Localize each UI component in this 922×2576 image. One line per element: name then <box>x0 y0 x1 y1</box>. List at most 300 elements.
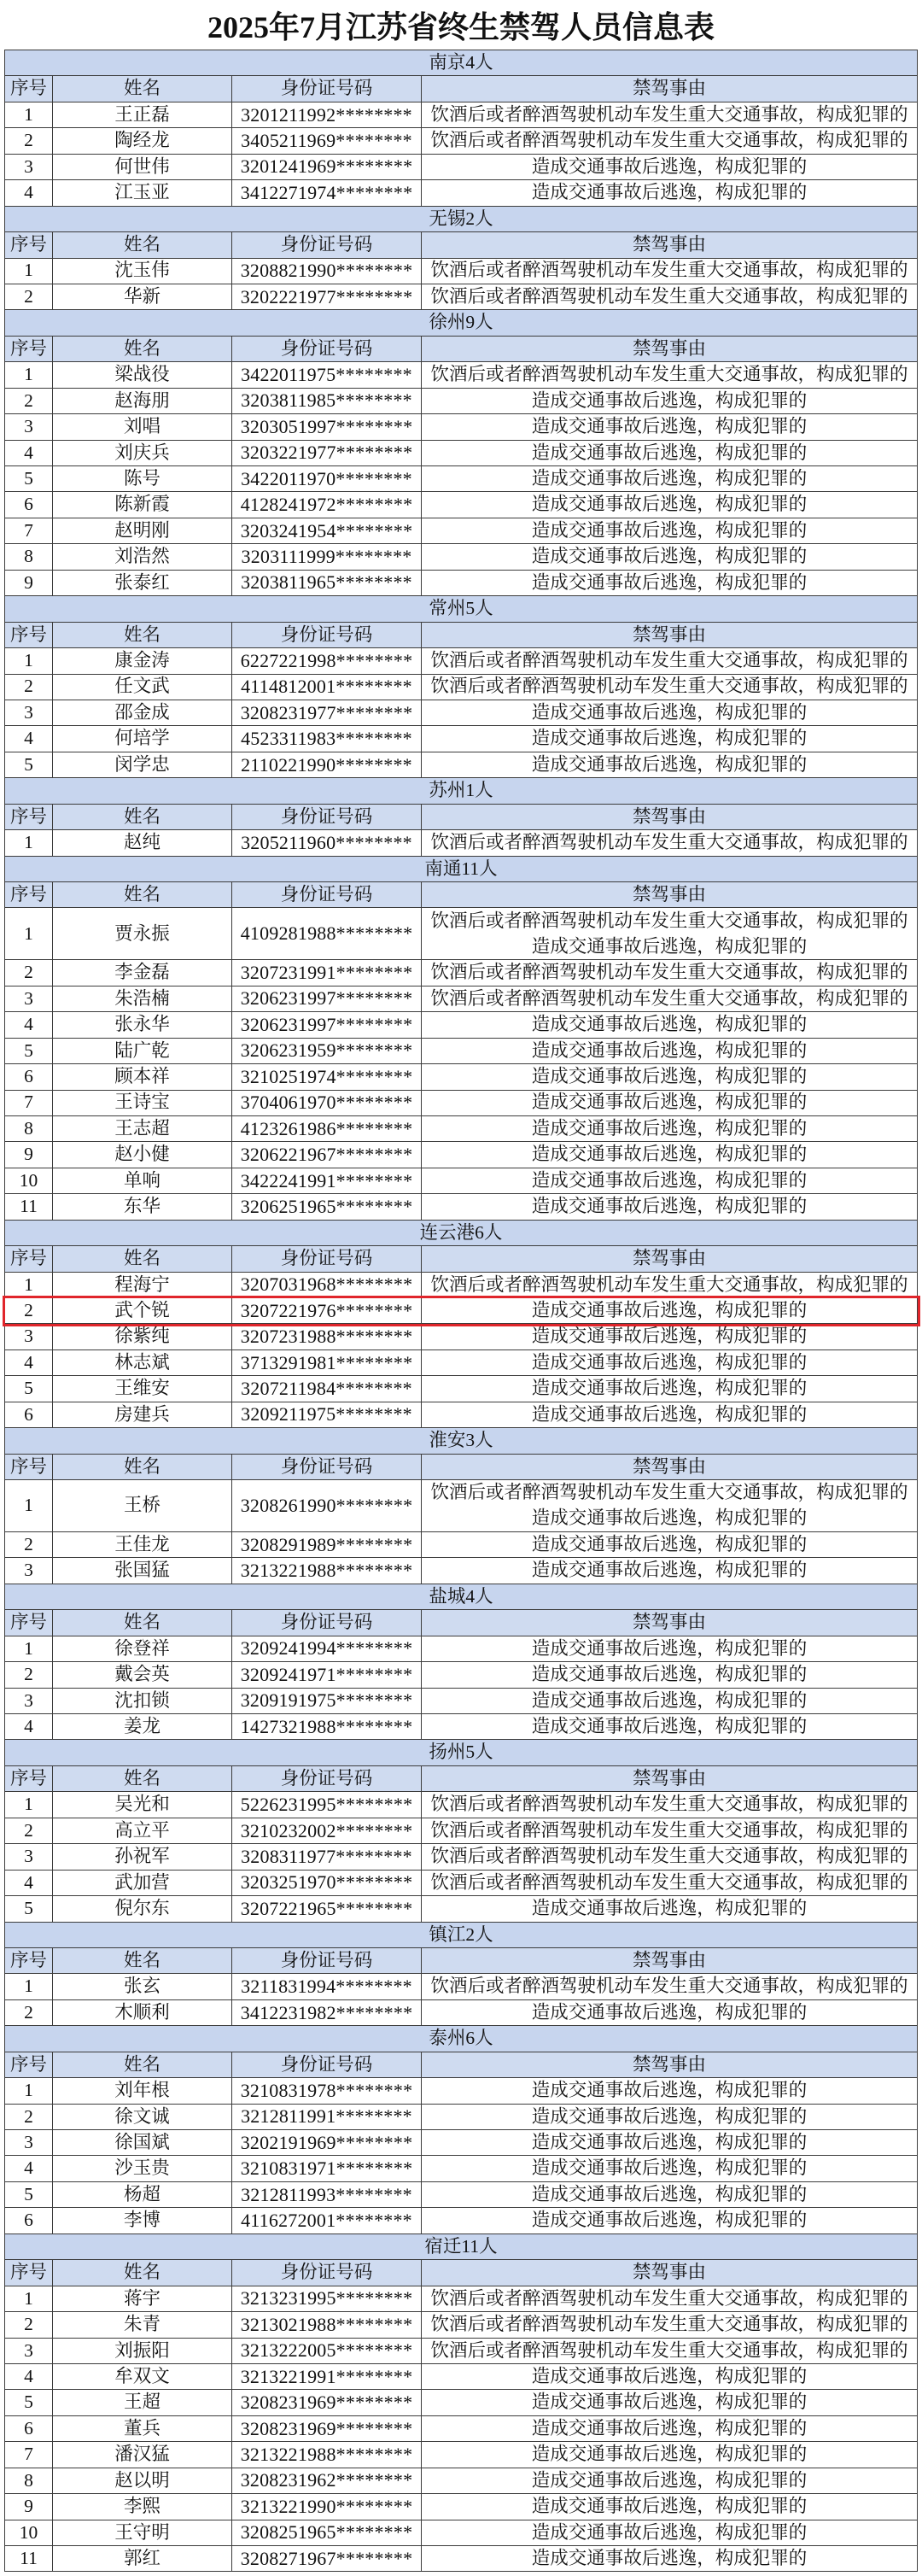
row-number-cell: 2 <box>5 128 53 153</box>
reason-cell <box>422 1818 918 1843</box>
section-header <box>5 2234 918 2260</box>
reason-text: 造成交通事故后逃逸，构成犯罪的 <box>531 1560 808 1581</box>
id-number-cell: 3210831978******** <box>232 2078 422 2103</box>
reason-text: 饮酒后或者醉酒驾驶机动车发生重大交通事故，构成犯罪的 <box>430 832 908 853</box>
row-number-cell: 2 <box>5 675 53 700</box>
reason-text: 造成交通事故后逃逸，构成犯罪的 <box>531 1664 808 1685</box>
row-number-cell: 8 <box>5 2468 53 2493</box>
reason-cell <box>422 830 918 855</box>
name-cell: 赵明刚 <box>53 518 232 543</box>
row-number-cell: 2 <box>5 284 53 309</box>
row-number-cell: 2 <box>5 960 53 985</box>
reason-text: 造成交通事故后逃逸，构成犯罪的 <box>531 467 808 489</box>
row-number-cell: 1 <box>5 1273 53 1297</box>
reason-cell <box>422 2286 918 2311</box>
id-number-cell: 3208251965******** <box>232 2520 422 2545</box>
table-row <box>5 2546 918 2572</box>
name-cell: 朱浩楠 <box>53 986 232 1011</box>
reason-text: 造成交通事故后逃逸，构成犯罪的 <box>531 2444 808 2465</box>
name-cell: 张永华 <box>53 1012 232 1037</box>
table-row <box>5 1194 918 1220</box>
reason-text: 造成交通事故后逃逸，构成犯罪的 <box>531 389 808 411</box>
row-number-cell: 3 <box>5 2339 53 2363</box>
name-cell: 吴光和 <box>53 1792 232 1817</box>
name-cell: 牟双文 <box>53 2364 232 2389</box>
column-header-row <box>5 623 918 648</box>
name-cell: 王佳龙 <box>53 1532 232 1557</box>
reason-text: 造成交通事故后逃逸，构成犯罪的 <box>531 2105 808 2127</box>
name-cell: 蒋宇 <box>53 2286 232 2311</box>
row-number-cell: 1 <box>5 362 53 387</box>
name-cell: 武个锐 <box>53 1298 232 1323</box>
id-number-cell: 3213021988******** <box>232 2312 422 2337</box>
row-number-cell: 1 <box>5 648 53 673</box>
table-row <box>5 2078 918 2104</box>
reason-text: 造成交通事故后逃逸，构成犯罪的 <box>531 1299 808 1320</box>
id-number-cell: 3209241971******** <box>232 1662 422 1687</box>
reason-cell <box>422 492 918 517</box>
name-cell: 张玄 <box>53 1974 232 1999</box>
column-header-reason: 禁驾事由 <box>422 76 918 101</box>
id-number-cell: 3208271967******** <box>232 2546 422 2571</box>
name-cell: 徐登祥 <box>53 1636 232 1661</box>
row-number-cell: 1 <box>5 2286 53 2311</box>
id-number-cell: 4109281988******** <box>232 908 422 959</box>
reason-cell <box>422 259 918 284</box>
table-row <box>5 1636 918 1662</box>
id-number-cell: 4116272001******** <box>232 2208 422 2233</box>
reason-text: 造成交通事故后逃逸，构成犯罪的 <box>531 1637 808 1659</box>
reason-text: 造成交通事故后逃逸，构成犯罪的 <box>531 571 808 593</box>
table-row <box>5 1091 918 1116</box>
name-cell: 东华 <box>53 1194 232 1219</box>
id-number-cell: 3207031968******** <box>232 1273 422 1297</box>
column-header-name: 姓名 <box>53 232 232 257</box>
name-cell: 张泰红 <box>53 571 232 595</box>
table-row <box>5 986 918 1012</box>
table-row <box>5 180 918 206</box>
table-row <box>5 700 918 726</box>
id-number-cell: 4128241972******** <box>232 492 422 517</box>
reason-cell <box>422 2364 918 2389</box>
column-header-no: 序号 <box>5 76 53 101</box>
row-number-cell: 1 <box>5 1792 53 1817</box>
reason-cell <box>422 1974 918 1999</box>
column-header-reason: 禁驾事由 <box>422 1246 918 1271</box>
name-cell: 徐文诚 <box>53 2105 232 2129</box>
reason-text: 造成交通事故后逃逸，构成犯罪的 <box>531 1508 808 1529</box>
table-row <box>5 1350 918 1376</box>
table-row <box>5 2494 918 2520</box>
column-header-reason: 禁驾事由 <box>422 1610 918 1635</box>
reason-cell <box>422 1273 918 1297</box>
column-header-id: 身份证号码 <box>232 2260 422 2285</box>
reason-text: 造成交通事故后逃逸，构成犯罪的 <box>531 701 808 723</box>
reason-cell <box>422 908 918 959</box>
column-header-no: 序号 <box>5 1246 53 1271</box>
reason-cell <box>422 1350 918 1375</box>
table-row <box>5 2312 918 2338</box>
row-number-cell: 7 <box>5 1091 53 1115</box>
reason-text: 饮酒后或者醉酒驾驶机动车发生重大交通事故，构成犯罪的 <box>430 103 908 125</box>
table-row <box>5 1324 918 1349</box>
id-number-cell: 3704061970******** <box>232 1091 422 1115</box>
id-number-cell: 3206221967******** <box>232 1142 422 1167</box>
id-number-cell: 3412271974******** <box>232 180 422 205</box>
column-header-no: 序号 <box>5 1610 53 1635</box>
table-row <box>5 155 918 180</box>
reason-text: 造成交通事故后逃逸，构成犯罪的 <box>531 2157 808 2179</box>
name-cell: 戴会英 <box>53 1662 232 1687</box>
reason-text: 造成交通事故后逃逸，构成犯罪的 <box>531 2521 808 2543</box>
section-header <box>5 50 918 76</box>
reason-text: 造成交通事故后逃逸，构成犯罪的 <box>531 2469 808 2491</box>
row-number-cell: 1 <box>5 1636 53 1661</box>
row-number-cell: 11 <box>5 1194 53 1219</box>
column-header-reason: 禁驾事由 <box>422 1766 918 1791</box>
name-cell: 徐国斌 <box>53 2130 232 2155</box>
reason-text: 饮酒后或者醉酒驾驶机动车发生重大交通事故，构成犯罪的 <box>430 1846 908 1867</box>
name-cell: 王维安 <box>53 1376 232 1401</box>
table-row <box>5 752 918 778</box>
column-header-no: 序号 <box>5 805 53 829</box>
section-title: 扬州5人 <box>5 1740 918 1765</box>
row-number-cell: 10 <box>5 2520 53 2545</box>
row-number-cell: 3 <box>5 2130 53 2155</box>
reason-cell <box>422 1116 918 1141</box>
table-row <box>5 1273 918 1298</box>
column-header-id: 身份证号码 <box>232 337 422 361</box>
reason-cell <box>422 986 918 1011</box>
row-number-cell: 3 <box>5 155 53 179</box>
row-number-cell: 5 <box>5 1896 53 1921</box>
reason-cell <box>422 362 918 387</box>
reason-cell <box>422 1689 918 1713</box>
name-cell: 孙祝军 <box>53 1844 232 1869</box>
table-row <box>5 414 918 440</box>
column-header-reason: 禁驾事由 <box>422 623 918 647</box>
row-number-cell: 3 <box>5 1558 53 1583</box>
reason-text: 造成交通事故后逃逸，构成犯罪的 <box>531 935 808 957</box>
column-header-reason: 禁驾事由 <box>422 232 918 257</box>
row-number-cell: 10 <box>5 1168 53 1193</box>
id-number-cell: 3207231988******** <box>232 1324 422 1349</box>
id-number-cell: 3201211992******** <box>232 102 422 127</box>
id-number-cell: 4114812001******** <box>232 675 422 700</box>
table-row <box>5 1974 918 1999</box>
column-header-row <box>5 1455 918 1480</box>
name-cell: 木顺利 <box>53 2000 232 2025</box>
reason-cell <box>422 128 918 153</box>
id-number-cell: 3203111999******** <box>232 544 422 569</box>
column-header-row <box>5 2052 918 2078</box>
reason-cell <box>422 1896 918 1921</box>
reason-text: 造成交通事故后逃逸，构成犯罪的 <box>531 1716 808 1736</box>
id-number-cell: 2110221990******** <box>232 752 422 777</box>
id-number-cell: 3213221991******** <box>232 2364 422 2389</box>
reason-text: 造成交通事故后逃逸，构成犯罪的 <box>531 2080 808 2101</box>
reason-cell <box>422 544 918 569</box>
id-number-cell: 3206231997******** <box>232 986 422 1011</box>
table-row <box>5 441 918 466</box>
reason-cell <box>422 389 918 413</box>
reason-cell <box>422 2000 918 2025</box>
reason-text: 饮酒后或者醉酒驾驶机动车发生重大交通事故，构成犯罪的 <box>430 1482 908 1503</box>
reason-text: 造成交通事故后逃逸，构成犯罪的 <box>531 1039 808 1061</box>
reason-text: 造成交通事故后逃逸，构成犯罪的 <box>531 182 808 203</box>
name-cell: 单响 <box>53 1168 232 1193</box>
column-header-row <box>5 2260 918 2286</box>
reason-cell <box>422 1480 918 1531</box>
name-cell: 高立平 <box>53 1818 232 1843</box>
name-cell: 林志斌 <box>53 1350 232 1375</box>
table-row <box>5 1116 918 1142</box>
table-row <box>5 908 918 960</box>
reason-cell <box>422 2390 918 2415</box>
id-number-cell: 3208231969******** <box>232 2416 422 2441</box>
reason-text: 造成交通事故后逃逸，构成犯罪的 <box>531 728 808 749</box>
column-header-no: 序号 <box>5 1766 53 1791</box>
reason-cell <box>422 1662 918 1687</box>
table-row <box>5 1142 918 1168</box>
column-header-reason: 禁驾事由 <box>422 805 918 829</box>
id-number-cell: 3203811965******** <box>232 571 422 595</box>
section-header <box>5 1428 918 1454</box>
table-row <box>5 1532 918 1558</box>
column-header-name: 姓名 <box>53 805 232 829</box>
reason-cell <box>422 700 918 725</box>
table-row <box>5 571 918 596</box>
name-cell: 刘唱 <box>53 414 232 439</box>
reason-cell <box>422 1012 918 1037</box>
reason-cell <box>422 2520 918 2545</box>
reason-text: 造成交通事故后逃逸，构成犯罪的 <box>531 2132 808 2152</box>
row-number-cell: 1 <box>5 259 53 284</box>
column-header-name: 姓名 <box>53 1948 232 1973</box>
reason-cell <box>422 2078 918 2103</box>
reason-cell <box>422 1039 918 1063</box>
column-header-name: 姓名 <box>53 1766 232 1791</box>
id-number-cell: 3422241991******** <box>232 1168 422 1193</box>
row-number-cell: 3 <box>5 1844 53 1869</box>
name-cell: 朱青 <box>53 2312 232 2337</box>
reason-text: 造成交通事故后逃逸，构成犯罪的 <box>531 1326 808 1347</box>
info-table <box>4 50 918 2572</box>
row-number-cell: 9 <box>5 571 53 595</box>
name-cell: 刘浩然 <box>53 544 232 569</box>
name-cell: 程海宁 <box>53 1273 232 1297</box>
id-number-cell: 3209211975******** <box>232 1402 422 1427</box>
reason-text: 造成交通事故后逃逸，构成犯罪的 <box>531 2365 808 2386</box>
name-cell: 房建兵 <box>53 1402 232 1427</box>
table-row <box>5 2364 918 2390</box>
name-cell: 陶经龙 <box>53 128 232 153</box>
table-row <box>5 466 918 492</box>
column-header-no: 序号 <box>5 232 53 257</box>
row-number-cell: 4 <box>5 1350 53 1375</box>
row-number-cell: 4 <box>5 1871 53 1895</box>
row-number-cell: 8 <box>5 544 53 569</box>
table-row <box>5 2130 918 2156</box>
section-title: 徐州9人 <box>5 310 918 335</box>
column-header-name: 姓名 <box>53 1246 232 1271</box>
reason-text: 造成交通事故后逃逸，构成犯罪的 <box>531 2392 808 2413</box>
name-cell: 王正磊 <box>53 102 232 127</box>
row-number-cell: 8 <box>5 1116 53 1141</box>
id-number-cell: 3713291981******** <box>232 1350 422 1375</box>
section-title: 苏州1人 <box>5 778 918 803</box>
table-row <box>5 2156 918 2181</box>
id-number-cell: 3207221965******** <box>232 1896 422 1921</box>
row-number-cell: 4 <box>5 441 53 465</box>
reason-cell <box>422 1792 918 1817</box>
row-number-cell: 1 <box>5 2078 53 2103</box>
reason-text: 饮酒后或者醉酒驾驶机动车发生重大交通事故，构成犯罪的 <box>430 130 908 151</box>
id-number-cell: 3213221988******** <box>232 2442 422 2467</box>
row-number-cell: 4 <box>5 726 53 751</box>
reason-cell <box>422 284 918 309</box>
reason-cell <box>422 155 918 179</box>
table-row <box>5 2000 918 2026</box>
reason-text: 造成交通事故后逃逸，构成犯罪的 <box>531 1014 808 1035</box>
row-number-cell: 6 <box>5 2416 53 2441</box>
id-number-cell: 3208261990******** <box>232 1480 422 1531</box>
column-header-name: 姓名 <box>53 623 232 647</box>
row-number-cell: 5 <box>5 2182 53 2207</box>
reason-text: 饮酒后或者醉酒驾驶机动车发生重大交通事故，构成犯罪的 <box>430 650 908 671</box>
row-number-cell: 3 <box>5 1689 53 1713</box>
reason-text: 造成交通事故后逃逸，构成犯罪的 <box>531 416 808 437</box>
id-number-cell: 3208291989******** <box>232 1532 422 1557</box>
reason-cell <box>422 180 918 205</box>
id-number-cell: 3207221976******** <box>232 1298 422 1323</box>
reason-cell <box>422 2182 918 2207</box>
name-cell: 赵海朋 <box>53 389 232 413</box>
reason-text: 饮酒后或者醉酒驾驶机动车发生重大交通事故，构成犯罪的 <box>430 1794 908 1815</box>
table-row <box>5 1012 918 1038</box>
table-row <box>5 518 918 544</box>
id-number-cell: 4123261986******** <box>232 1116 422 1141</box>
reason-text: 造成交通事故后逃逸，构成犯罪的 <box>531 155 808 177</box>
name-cell: 徐紫纯 <box>53 1324 232 1349</box>
row-number-cell: 2 <box>5 1532 53 1557</box>
table-row-highlighted <box>5 1298 918 1324</box>
reason-cell <box>422 571 918 595</box>
column-header-id: 身份证号码 <box>232 2052 422 2077</box>
reason-text: 造成交通事故后逃逸，构成犯罪的 <box>531 1196 808 1217</box>
reason-cell <box>422 1298 918 1323</box>
section-title: 南通11人 <box>5 857 918 881</box>
reason-text: 造成交通事故后逃逸，构成犯罪的 <box>531 2210 808 2231</box>
row-number-cell: 6 <box>5 492 53 517</box>
id-number-cell: 3202221977******** <box>232 284 422 309</box>
column-header-id: 身份证号码 <box>232 1766 422 1791</box>
column-header-row <box>5 1610 918 1636</box>
name-cell: 王超 <box>53 2390 232 2415</box>
id-number-cell: 3205211960******** <box>232 830 422 855</box>
row-number-cell: 3 <box>5 986 53 1011</box>
reason-cell <box>422 1532 918 1557</box>
table-row <box>5 1168 918 1194</box>
reason-cell <box>422 1714 918 1739</box>
id-number-cell: 3412231982******** <box>232 2000 422 2025</box>
reason-cell <box>422 1558 918 1583</box>
name-cell: 邵金成 <box>53 700 232 725</box>
reason-cell <box>422 1324 918 1349</box>
column-header-id: 身份证号码 <box>232 232 422 257</box>
reason-text: 造成交通事故后逃逸，构成犯罪的 <box>531 1898 808 1919</box>
table-row <box>5 128 918 154</box>
table-row <box>5 2182 918 2208</box>
name-cell: 任文武 <box>53 675 232 700</box>
name-cell: 郭红 <box>53 2546 232 2571</box>
id-number-cell: 5226231995******** <box>232 1792 422 1817</box>
row-number-cell: 4 <box>5 2156 53 2181</box>
row-number-cell: 5 <box>5 466 53 491</box>
column-header-id: 身份证号码 <box>232 623 422 647</box>
name-cell: 王守明 <box>53 2520 232 2545</box>
section-header <box>5 596 918 622</box>
reason-text: 饮酒后或者醉酒驾驶机动车发生重大交通事故，构成犯罪的 <box>430 1819 908 1841</box>
row-number-cell: 4 <box>5 2364 53 2389</box>
name-cell: 陈新霞 <box>53 492 232 517</box>
row-number-cell: 7 <box>5 2442 53 2467</box>
name-cell: 李熙 <box>53 2494 232 2519</box>
column-header-reason: 禁驾事由 <box>422 2052 918 2077</box>
reason-text: 造成交通事故后逃逸，构成犯罪的 <box>531 1066 808 1087</box>
name-cell: 陆广乾 <box>53 1039 232 1063</box>
column-header-no: 序号 <box>5 337 53 361</box>
table-row <box>5 2442 918 2468</box>
reason-text: 饮酒后或者醉酒驾驶机动车发生重大交通事故，构成犯罪的 <box>430 2287 908 2309</box>
name-cell: 沈扣锁 <box>53 1689 232 1713</box>
table-row <box>5 675 918 700</box>
name-cell: 赵小健 <box>53 1142 232 1167</box>
page-title: 2025年7月江苏省终生禁驾人员信息表 <box>207 10 715 44</box>
section-title: 连云港6人 <box>5 1221 918 1245</box>
table-row <box>5 1402 918 1428</box>
table-row <box>5 492 918 518</box>
row-number-cell: 3 <box>5 414 53 439</box>
name-cell: 杨超 <box>53 2182 232 2207</box>
name-cell: 王诗宝 <box>53 1091 232 1115</box>
table-row <box>5 830 918 856</box>
id-number-cell: 3208821990******** <box>232 259 422 284</box>
name-cell: 华新 <box>53 284 232 309</box>
reason-cell <box>422 1376 918 1401</box>
column-header-no: 序号 <box>5 1455 53 1479</box>
reason-text: 饮酒后或者醉酒驾驶机动车发生重大交通事故，构成犯罪的 <box>430 2314 908 2335</box>
id-number-cell: 3208311977******** <box>232 1844 422 1869</box>
reason-text: 造成交通事故后逃逸，构成犯罪的 <box>531 1169 808 1191</box>
name-cell: 刘庆兵 <box>53 441 232 465</box>
section-header <box>5 2026 918 2052</box>
reason-cell <box>422 648 918 673</box>
reason-text: 造成交通事故后逃逸，构成犯罪的 <box>531 1092 808 1113</box>
table-row <box>5 362 918 388</box>
row-number-cell: 4 <box>5 180 53 205</box>
section-header <box>5 857 918 882</box>
name-cell: 何培学 <box>53 726 232 751</box>
table-row <box>5 2520 918 2546</box>
reason-text: 造成交通事故后逃逸，构成犯罪的 <box>531 546 808 567</box>
name-cell: 倪尔东 <box>53 1896 232 1921</box>
id-number-cell: 3209241994******** <box>232 1636 422 1661</box>
section-header <box>5 1584 918 1610</box>
table-row <box>5 102 918 128</box>
id-number-cell: 3212811993******** <box>232 2182 422 2207</box>
column-header-row <box>5 882 918 908</box>
